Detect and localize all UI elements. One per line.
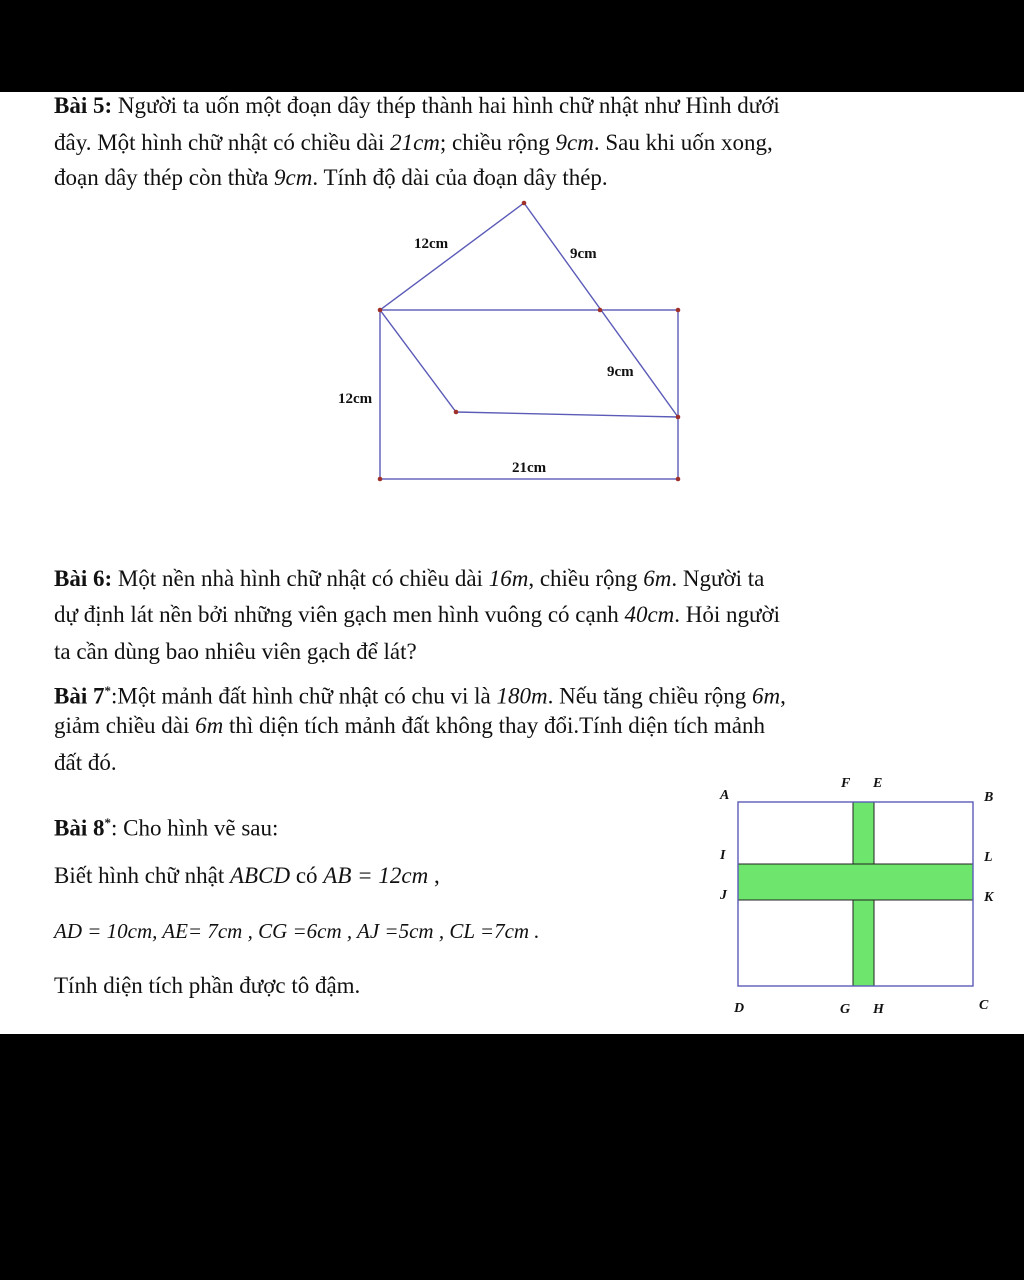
- bai6-text-3: ta cần dùng bao nhiêu viên gạch để lát?: [54, 639, 417, 664]
- bai8-point-H: H: [873, 1002, 884, 1017]
- bai5-label-9-top: 9cm: [570, 246, 597, 262]
- bai8-figure: [700, 777, 1024, 1022]
- bai8-shaded-cross: [738, 802, 973, 986]
- bai8-point-B: B: [984, 790, 994, 805]
- bai8-ab: AB = 12cm: [323, 863, 429, 888]
- bai5-label-12-top: 12cm: [414, 236, 449, 252]
- bai7-dec: 6m: [195, 713, 224, 738]
- bai5-label: Bài 5:: [54, 93, 113, 118]
- bai6-width: 6m: [643, 566, 672, 591]
- bai8-abcd: ABCD: [230, 863, 291, 888]
- bai6-text-2a: dự định lát nền bởi những viên gạch men hình vuông có cạnh: [54, 602, 625, 627]
- bai8-point-G: G: [840, 1002, 851, 1017]
- bai8-point-F: F: [841, 777, 851, 791]
- bai7-inc: 6m: [752, 683, 781, 709]
- bai8-point-D: D: [734, 1001, 745, 1016]
- bai8-point-J: J: [720, 888, 727, 903]
- bai8-star: *: [104, 815, 111, 830]
- bai8-line-4: [54, 972, 360, 1000]
- bai5-label-9-mid: 9cm: [607, 364, 634, 380]
- bai8-co: có: [290, 863, 324, 888]
- bai8-text-2a: Biết hình chữ nhật: [54, 863, 230, 888]
- bai8-line-1: [54, 809, 278, 843]
- bai8-center-fill: [854, 865, 873, 899]
- bai8-text-1: : Cho hình vẽ sau:: [110, 815, 279, 841]
- bai7-text-1a: :Một mảnh đất hình chữ nhật có chu vi là: [110, 683, 497, 709]
- bai5-label-12-left: 12cm: [338, 391, 373, 407]
- bai8-label: Bài 8: [54, 815, 105, 841]
- bai7-text-3: đất đó.: [54, 750, 117, 775]
- bai8-point-K: K: [984, 890, 994, 905]
- bai5-width: 9cm: [555, 130, 594, 155]
- bai8-point-A: A: [720, 788, 730, 803]
- bai8-point-I: I: [720, 848, 726, 863]
- bai7-text-2a: giảm chiều dài: [54, 713, 196, 738]
- worksheet-page: [0, 92, 1024, 1034]
- bai6-tile-size: 40cm: [624, 602, 675, 627]
- bai6-length: 16m: [488, 566, 529, 591]
- bai8-point-E: E: [873, 777, 883, 791]
- bai5-text-3b: . Tính độ dài của đoạn dây thép.: [312, 165, 608, 190]
- bai7-line-2: [54, 712, 765, 740]
- bai8-comma: ,: [428, 863, 440, 888]
- bai5-leftover: 9cm: [274, 165, 313, 190]
- bai7-text-1b: . Nếu tăng chiều rộng: [547, 683, 752, 709]
- bai6-text-1c: . Người ta: [671, 566, 765, 591]
- bai6-line-3: [54, 638, 417, 666]
- bai5-text-1: Người ta uốn một đoạn dây thép thành hai hình chữ nhật như Hình dưới: [112, 93, 780, 118]
- bai6-line-1: [54, 565, 764, 593]
- bai5-text-2b: ; chiều rộng: [439, 130, 556, 155]
- bai8-line-3: AD = 10cm, AE= 7cm , CG =6cm , AJ =5cm , CL =7cm .: [54, 919, 540, 943]
- bai7-perimeter: 180m: [496, 683, 548, 709]
- bai5-rect-bottom: [380, 310, 678, 479]
- bai7-label: Bài 7: [54, 683, 105, 709]
- bai6-line-2: [54, 601, 780, 629]
- bai7-text-2b: thì diện tích mảnh đất không thay đổi.Tính diện tích mảnh: [223, 713, 765, 738]
- bai5-text-3a: đoạn dây thép còn thừa: [54, 165, 275, 190]
- bai7-line-3: [54, 749, 117, 777]
- bai5-length: 21cm: [390, 130, 440, 155]
- bai8-point-L: L: [984, 850, 993, 865]
- bai8-text-4: Tính diện tích phần được tô đậm.: [54, 973, 361, 998]
- bai7-text-1c: ,: [780, 683, 786, 709]
- bai8-line-2: [54, 862, 440, 890]
- bai5-text-2c: . Sau khi uốn xong,: [593, 130, 773, 155]
- bai6-text-2b: . Hỏi người: [674, 602, 781, 627]
- bai8-point-C: C: [979, 998, 989, 1013]
- bai7-star: *: [104, 683, 111, 698]
- bai5-figure: [0, 92, 1024, 492]
- bai5-label-21: 21cm: [512, 460, 547, 476]
- bai7-line-1: [54, 677, 786, 711]
- bai6-text-1a: Một nền nhà hình chữ nhật có chiều dài: [112, 566, 489, 591]
- bai6-text-1b: , chiều rộng: [528, 566, 644, 591]
- bai5-text-2a: đây. Một hình chữ nhật có chiều dài: [54, 130, 391, 155]
- bai6-label: Bài 6:: [54, 566, 113, 591]
